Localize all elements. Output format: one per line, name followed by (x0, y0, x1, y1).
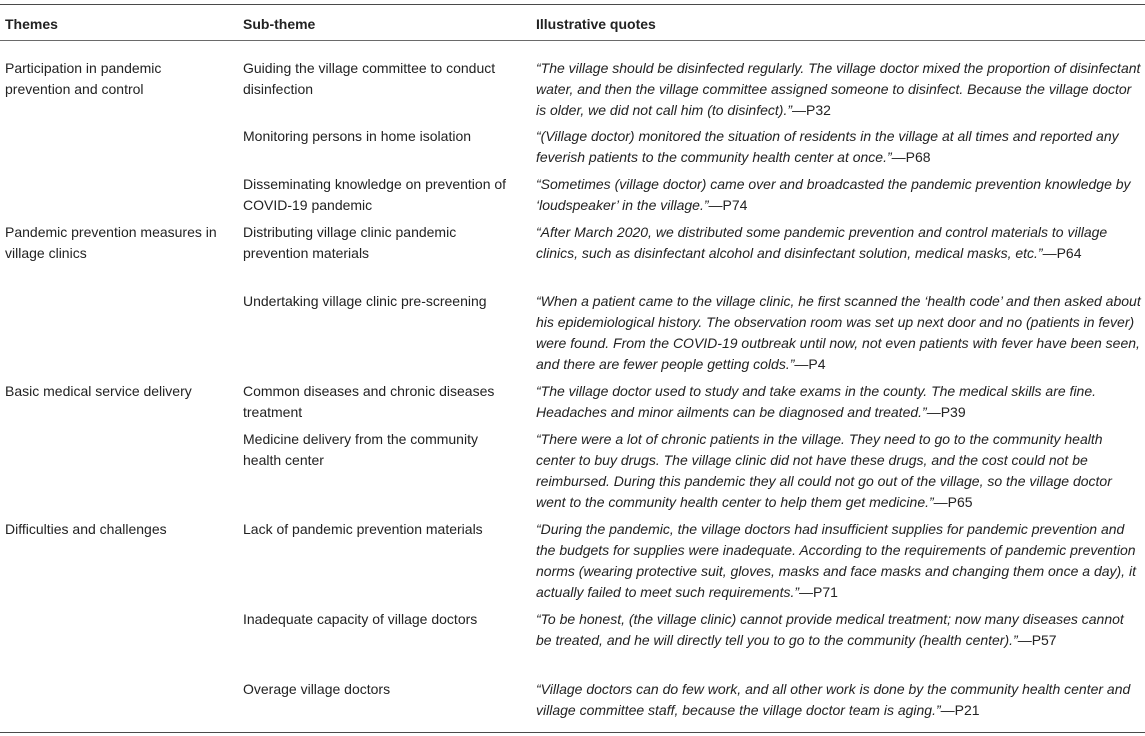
participant-id: —P39 (926, 404, 966, 420)
quote-cell (536, 291, 1141, 375)
sub-theme-cell: Overage village doctors (243, 681, 391, 697)
quote-text: “Village doctors can do few work, and all other work is done by the community health center and village committee staff, because the village doctor team is aging.” (536, 681, 1131, 718)
participant-id: —P64 (1042, 245, 1082, 261)
header-rule (0, 40, 1145, 41)
quote-text: “When a patient came to the village clinic, he first scanned the ‘health code’ and then asked about his epidemiological history. The observation room was set up next door and no (patients in fever) were found. From the COVID-19 outbreak until now, not even patients with fever have been seen, and there are fewer people getting colds.” (536, 293, 1141, 372)
sub-theme-cell: Inadequate capacity of village doctors (243, 611, 478, 627)
sub-theme-cell: Common diseases and chronic diseases treatment (243, 383, 495, 420)
sub-theme-cell: Distributing village clinic pandemic prevention materials (243, 224, 457, 261)
quote-text: “The village should be disinfected regularly. The village doctor mixed the proportion of disinfectant water, and then the village committee assigned someone to disinfect. Because the village doctor is older, we did not call him (to disinfect).” (536, 60, 1141, 118)
participant-id: —P65 (933, 494, 973, 510)
quote-cell (536, 519, 1141, 603)
participant-id: —P71 (799, 584, 838, 600)
theme-cell: Difficulties and challenges (5, 521, 167, 537)
quote-text: “There were a lot of chronic patients in the village. They need to go to the community health center to buy drugs. The village clinic did not have these drugs, and the cost could not be reimbursed. During this pandemic they all could not go out of the village, so the village doctor went to the community health center to help them get medicine.” (536, 431, 1112, 510)
sub-theme-cell: Guiding the village committee to conduct disinfection (243, 60, 496, 97)
theme-cell: Basic medical service delivery (5, 383, 192, 399)
participant-id: —P32 (792, 102, 831, 118)
quote-cell (536, 222, 1141, 264)
quote-cell (536, 174, 1141, 216)
sub-theme-cell: Medicine delivery from the community health center (243, 431, 478, 468)
sub-theme-cell: Disseminating knowledge on prevention of COVID-19 pandemic (243, 176, 507, 213)
quote-cell (536, 679, 1141, 721)
header-sub-theme: Sub-theme (243, 16, 316, 32)
quote-text: “After March 2020, we distributed some pandemic prevention and control materials to village clinics, such as disinfectant alcohol and disinfectant solution, medical masks, etc.” (536, 224, 1108, 261)
sub-theme-cell: Undertaking village clinic pre-screening (243, 293, 487, 309)
quote-text: “Sometimes (village doctor) came over and broadcasted the pandemic prevention knowledge by ‘loudspeaker’ in the village.” (536, 176, 1131, 213)
participant-id: —P21 (940, 702, 980, 718)
quote-cell (536, 429, 1141, 513)
theme-cell: Pandemic prevention measures in village clinics (5, 224, 217, 261)
quote-text: “During the pandemic, the village doctors had insufficient supplies for pandemic prevention and the budgets for supplies were inadequate. According to the requirements of pandemic prevention norms (wearing protective suit, gloves, masks and face masks and changing them once a day), it actually failed to meet such requirements.” (536, 521, 1136, 600)
quote-text: “(Village doctor) monitored the situation of residents in the village at all times and reported any feverish patients to the community health center at once.” (536, 128, 1119, 165)
table-bottom-rule (0, 732, 1145, 733)
header-themes: Themes (5, 16, 58, 32)
participant-id: —P4 (794, 356, 826, 372)
quote-cell (536, 609, 1141, 651)
quote-text: “To be honest, (the village clinic) cannot provide medical treatment; now many diseases cannot be treated, and he will directly tell you to go to the community (health center).” (536, 611, 1124, 648)
participant-id: —P68 (891, 149, 931, 165)
participant-id: —P57 (1017, 632, 1057, 648)
participant-id: —P74 (708, 197, 748, 213)
header-illustrative-quotes: Illustrative quotes (536, 16, 656, 32)
theme-cell: Participation in pandemic prevention and control (5, 60, 162, 97)
sub-theme-cell: Monitoring persons in home isolation (243, 128, 472, 144)
quote-cell (536, 58, 1141, 121)
quote-cell (536, 126, 1141, 168)
sub-theme-cell: Lack of pandemic prevention materials (243, 521, 483, 537)
quote-text: “The village doctor used to study and take exams in the county. The medical skills are fine. Headaches and minor ailments can be diagnosed and treated.” (536, 383, 1097, 420)
quote-cell (536, 381, 1141, 423)
table-top-rule (0, 4, 1145, 5)
